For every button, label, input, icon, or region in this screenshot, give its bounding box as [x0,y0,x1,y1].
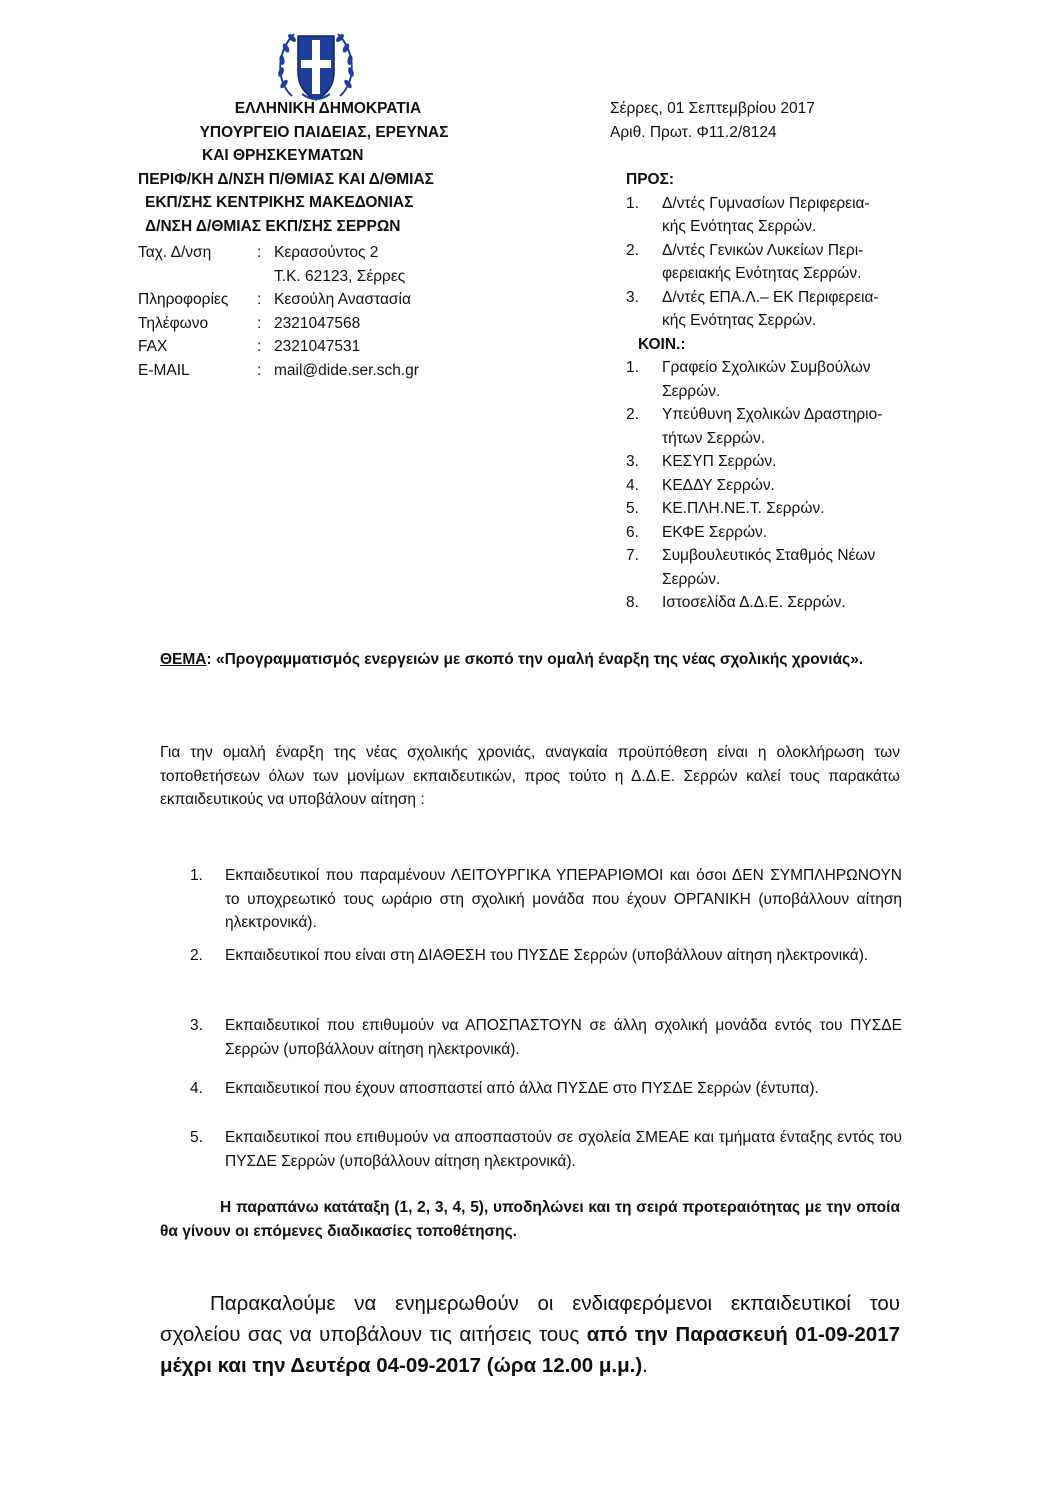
recipient-text: Σερρών. [662,382,721,400]
recipient-line [596,215,926,239]
recipient-line [596,450,926,474]
list-item-text: Εκπαιδευτικοί που επιθυμούν να αποσπαστούν σε σχολεία ΣΜΕΑΕ και τμήματα ένταξης εντός του ΠΥΣΔΕ Σερρών (υποβάλλουν αίτηση ηλεκτρονικά). [225,1129,902,1170]
recipient-number: 1. [626,359,639,376]
priority-note: Η παραπάνω κατάταξη (1, 2, 3, 4, 5), υποδηλώνει και τη σειρά προτεραιότητας με την οποία θα γίνουν οι επόμενες διαδικασίες τοποθέτησης. [160,1199,900,1240]
list-item-number: 5. [190,1129,203,1146]
list-item [190,1126,902,1173]
recipient-line [596,544,926,568]
postcode-row [138,265,468,289]
intro-paragraph: Για την ομαλή έναρξη της νέας σχολικής χρονιάς, αναγκαία προϋπόθεση είναι η ολοκλήρωση των τοποθετήσεων όλων των μονίμων εκπαιδευτικών, προς τούτο η Δ.Δ.Ε. Σερρών καλεί τους παρακάτω εκπαιδευτικούς να υποβάλουν αίτηση : [160,744,900,808]
issuer-line: ΕΚΠ/ΣΗΣ ΚΕΝΤΡΙΚΗΣ ΜΑΚΕΔΟΝΙΑΣ [145,194,414,211]
recipient-text: Ιστοσελίδα Δ.Δ.Ε. Σερρών. [662,594,846,611]
colon: : [257,291,262,308]
recipient-number: 3. [626,453,639,470]
closing-paragraph [160,1288,900,1381]
postcode-value: Τ.Κ. 62123, Σέρρες [274,267,406,285]
recipient-line [596,192,926,216]
colon: : [257,244,262,261]
phone-value: 2321047568 [274,314,361,332]
info-label: Πληροφορίες [138,291,229,308]
recipient-line [596,239,926,263]
fax-value: 2321047531 [274,338,361,355]
closing-end: . [642,1354,648,1377]
address-value: Κερασούντος 2 [274,244,379,261]
phone-label: Τηλέφωνο [138,314,209,332]
list-item-number: 1. [190,867,203,884]
list-item-text: Εκπαιδευτικοί που έχουν αποσπαστεί από άλλα ΠΥΣΔΕ στο ΠΥΣΔΕ Σερρών (έντυπα). [225,1080,819,1097]
recipient-text: τήτων Σερρών. [662,429,766,447]
issuer-header [138,97,488,238]
recipient-number: 1. [626,194,639,212]
recipient-text: Γραφείο Σχολικών Συμβούλων [662,359,871,376]
recipient-number: 7. [626,547,639,564]
closing-deadline: από την Παρασκευή 01-09-2017 μέχρι και την Δευτέρα 04-09-2017 (ώρα 12.00 μ.μ.) [160,1323,901,1377]
recipient-line [596,286,926,310]
address-row [138,241,468,265]
recipient-line [596,403,926,427]
subject-line [160,648,900,672]
issuer-line: ΕΛΛΗΝΙΚΗ ΔΗΜΟΚΡΑΤΙΑ [234,100,422,117]
greek-coat-of-arms-emblem [272,24,360,108]
issuer-line: ΠΕΡΙΦ/ΚΗ Δ/ΝΣΗ Π/ΘΜΙΑΣ ΚΑΙ Δ/ΘΜΙΑΣ [138,170,434,188]
recipient-line [596,521,926,545]
recipient-line [596,497,926,521]
list-item [190,1014,902,1061]
recipient-number: 6. [626,523,639,541]
to-title: ΠΡΟΣ: [626,171,675,188]
recipient-number: 2. [626,241,639,259]
list-item-text: Εκπαιδευτικοί που επιθυμούν να ΑΠΟΣΠΑΣΤΟΥΝ σε άλλη σχολική μονάδα εντός του ΠΥΣΔΕ Σερρών (υποβάλλουν αίτηση ηλεκτρονικά). [225,1017,902,1058]
recipient-text: ΕΚΦΕ Σερρών. [662,523,768,541]
email-label: E-MAIL [138,361,190,379]
closing-text: Παρακαλούμε να ενημερωθούν οι ενδιαφερόμενοι εκπαιδευτικοί του σχολείου σας να υποβάλουν τις αιτήσεις τους [160,1292,900,1346]
recipient-line [596,427,926,451]
recipient-line [596,262,926,286]
recipient-number: 4. [626,476,639,494]
issuer-line: ΥΠΟΥΡΓΕΙΟ ΠΑΙΔΕΙΑΣ, ΕΡΕΥΝΑΣ [199,123,449,141]
email-row [138,359,468,383]
recipient-text: ΚΕΔΔΥ Σερρών. [662,476,775,494]
recipient-line [596,568,926,592]
recipient-text: φερειακής Ενότητας Σερρών. [662,265,862,282]
protocol-number: Αριθ. Πρωτ. Φ11.2/8124 [610,123,777,141]
recipient-text: κής Ενότητας Σερρών. [662,218,817,235]
recipient-number: 5. [626,500,639,517]
recipient-number: 2. [626,406,639,423]
fax-row [138,335,468,359]
recipient-text: Δ/ντές Γυμνασίων Περιφερεια- [662,194,870,212]
colon: : [257,338,262,355]
recipient-text: Δ/ντές Γενικών Λυκείων Περι- [662,241,864,259]
colon: : [257,314,262,332]
recipient-text: κής Ενότητας Σερρών. [662,312,817,329]
list-item-number: 4. [190,1080,203,1097]
issuer-line: Δ/ΝΣΗ Δ/ΘΜΙΑΣ ΕΚΠ/ΣΗΣ ΣΕΡΡΩΝ [145,217,401,235]
recipient-text: ΚΕΣΥΠ Σερρών. [662,453,777,470]
list-item [190,944,902,968]
cc-list [596,356,926,615]
recipient-line [596,309,926,333]
info-value: Κεσούλη Αναστασία [274,291,411,308]
list-item [190,864,902,935]
recipient-text: Υπεύθυνη Σχολικών Δραστηριο- [662,406,883,423]
address-label: Ταχ. Δ/νση [138,244,212,261]
document-date: Σέρρες, 01 Σεπτεμβρίου 2017 [610,100,815,117]
recipient-text: Σερρών. [662,570,721,588]
recipient-line [596,474,926,498]
recipient-line [596,356,926,380]
list-item-number: 2. [190,947,203,964]
colon: : [257,361,262,379]
subject-text: : «Προγραμματισμός ενεργειών με σκοπό την ομαλή έναρξη της νέας σχολικής χρονιάς». [206,651,864,668]
info-row [138,288,468,312]
recipient-line [596,591,926,615]
recipient-text: Συμβουλευτικός Σταθμός Νέων [662,547,876,564]
to-list [596,192,926,333]
issuer-line: ΚΑΙ ΘΡΗΣΚΕΥΜΑΤΩΝ [202,147,364,164]
list-item-text: Εκπαιδευτικοί που είναι στη ΔΙΑΘΕΣΗ του ΠΥΣΔΕ Σερρών (υποβάλλουν αίτηση ηλεκτρονικά). [225,947,869,964]
subject-label: ΘΕΜΑ [160,651,207,668]
fax-label: FAX [138,338,168,355]
phone-row [138,312,468,336]
list-item-text: Εκπαιδευτικοί που παραμένουν ΛΕΙΤΟΥΡΓΙΚΑ ΥΠΕΡΑΡΙΘΜΟΙ και όσοι ΔΕΝ ΣΥΜΠΛΗΡΩΝΟΥΝ το υποχρεωτικό τους ωράριο στη σχολική μονάδα που έχουν ΟΡΓΑΝΙΚΗ (υποβάλλουν αίτηση ηλεκτρονικά). [225,867,902,931]
recipients-block [596,168,926,615]
recipient-number: 8. [626,594,639,611]
document-meta [610,97,930,144]
email-value: mail@dide.ser.sch.gr [274,361,419,379]
recipient-text: Δ/ντές ΕΠΑ.Λ.– ΕΚ Περιφερεια- [662,288,879,306]
recipient-line [596,380,926,404]
contact-details [138,241,468,382]
cc-title: ΚΟΙΝ.: [638,335,686,353]
list-item [190,1077,902,1101]
recipient-text: ΚΕ.ΠΛΗ.ΝΕ.Τ. Σερρών. [662,500,825,517]
recipient-number: 3. [626,288,639,306]
list-item-number: 3. [190,1017,203,1034]
